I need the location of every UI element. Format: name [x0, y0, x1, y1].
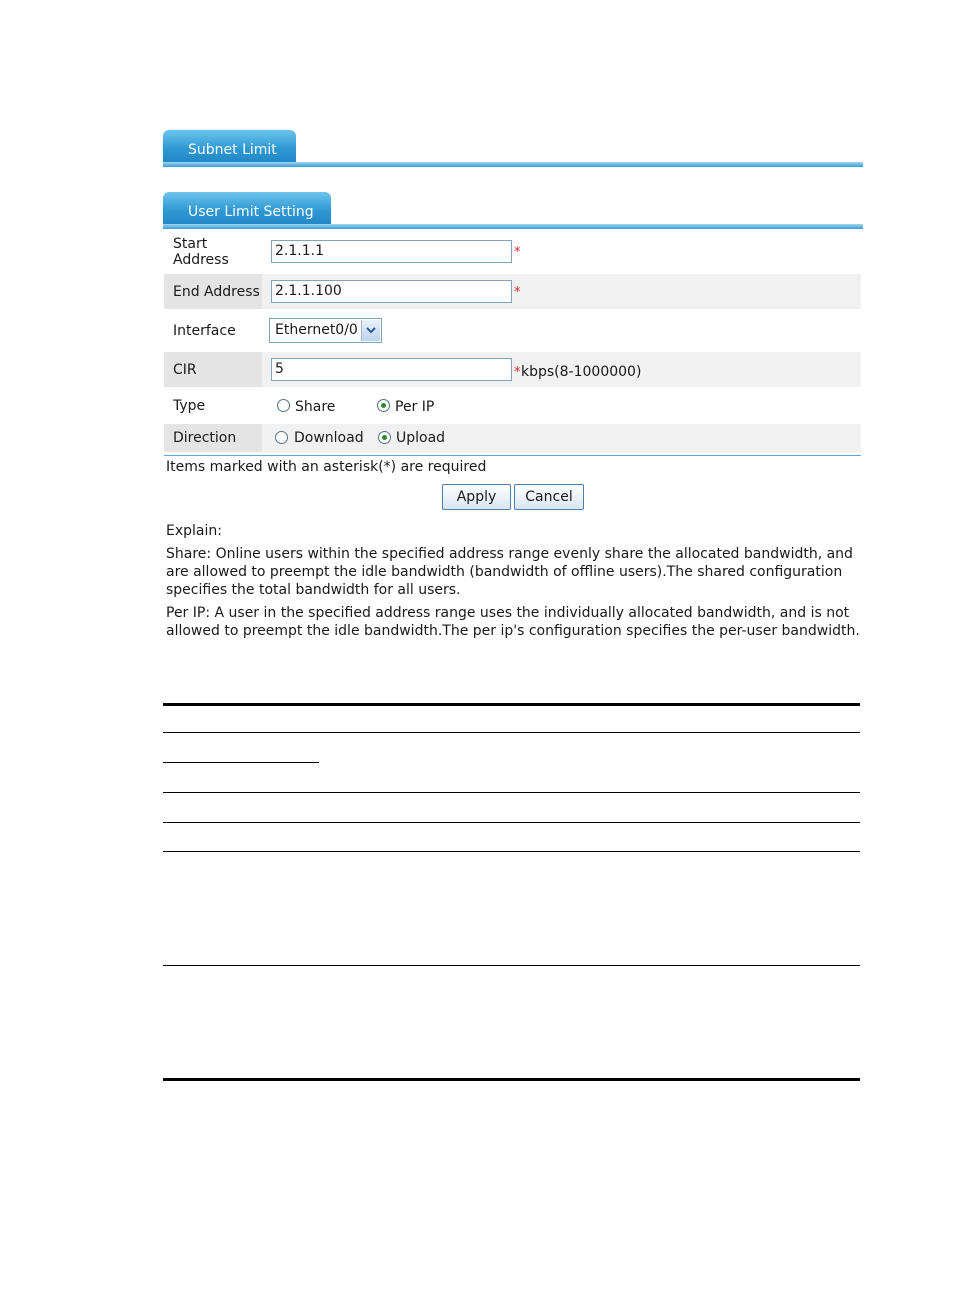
- tab-subnet-limit[interactable]: [163, 130, 296, 164]
- table-row-rule: [163, 822, 860, 823]
- table-bottom-rule: [163, 1078, 860, 1081]
- tab-rule-user: [163, 224, 863, 229]
- interface-selected-value: Ethernet0/0: [275, 322, 358, 338]
- cir-row: [164, 352, 861, 387]
- explain-per-ip: Per IP: A user in the specified address range uses the individually allocated bandwidth, and is not allowed to preempt the idle bandwidth.The per ip's configuration specifies the per-user bandwidth.: [166, 605, 860, 639]
- type-cell: [262, 389, 861, 422]
- end-address-input[interactable]: 2.1.1.100: [271, 280, 512, 303]
- cir-input[interactable]: 5: [271, 358, 512, 381]
- start-address-row: [164, 233, 861, 270]
- end-address-required: *: [514, 285, 521, 300]
- cir-required: *: [514, 365, 521, 380]
- type-per-ip-radio[interactable]: [377, 399, 390, 412]
- tab-subnet-limit-label: Subnet Limit: [188, 142, 277, 158]
- interface-select[interactable]: [269, 318, 382, 343]
- chevron-down-icon[interactable]: [361, 320, 380, 341]
- explain-share: Share: Online users within the specified address range evenly share the allocated bandwidth, and are allowed to preempt the idle bandwidth (bandwidth of offline users).The shared configuration specifies the total bandwidth for all users.: [166, 546, 853, 598]
- direction-upload-radio[interactable]: [378, 431, 391, 444]
- table-top-rule: [163, 703, 860, 706]
- table-header-rule: [163, 732, 860, 733]
- table-row-rule: [163, 792, 860, 793]
- end-address-label: End Address: [164, 274, 262, 309]
- direction-upload-label: Upload: [396, 430, 446, 446]
- direction-label: Direction: [164, 424, 262, 452]
- type-label: Type: [173, 397, 206, 414]
- interface-label: Interface: [173, 322, 236, 339]
- start-address-input[interactable]: 2.1.1.1: [271, 240, 512, 263]
- start-address-required: *: [514, 245, 521, 260]
- table-short-rule: [163, 762, 319, 763]
- explain-heading: Explain:: [166, 523, 222, 539]
- apply-button[interactable]: Apply: [442, 484, 511, 510]
- type-row: [164, 389, 861, 422]
- tab-user-limit-setting[interactable]: [163, 192, 331, 226]
- end-address-row: [164, 274, 861, 309]
- form-bottom-divider: [164, 455, 861, 456]
- start-address-label: Start Address: [173, 235, 229, 268]
- cir-range-hint: kbps(8-1000000): [521, 364, 642, 380]
- type-share-radio[interactable]: [277, 399, 290, 412]
- type-share-label: Share: [295, 399, 336, 415]
- table-row-rule: [163, 851, 860, 852]
- required-note: Items marked with an asterisk(*) are required: [166, 459, 487, 475]
- table-row-rule: [163, 965, 860, 966]
- direction-row: [164, 424, 861, 452]
- cancel-button[interactable]: Cancel: [514, 484, 584, 510]
- tab-user-limit-setting-label: User Limit Setting: [188, 204, 314, 220]
- direction-download-label: Download: [294, 430, 364, 446]
- direction-download-radio[interactable]: [275, 431, 288, 444]
- tab-rule-subnet: [163, 162, 863, 167]
- type-per-ip-label: Per IP: [395, 399, 435, 415]
- cir-label: CIR: [164, 352, 262, 387]
